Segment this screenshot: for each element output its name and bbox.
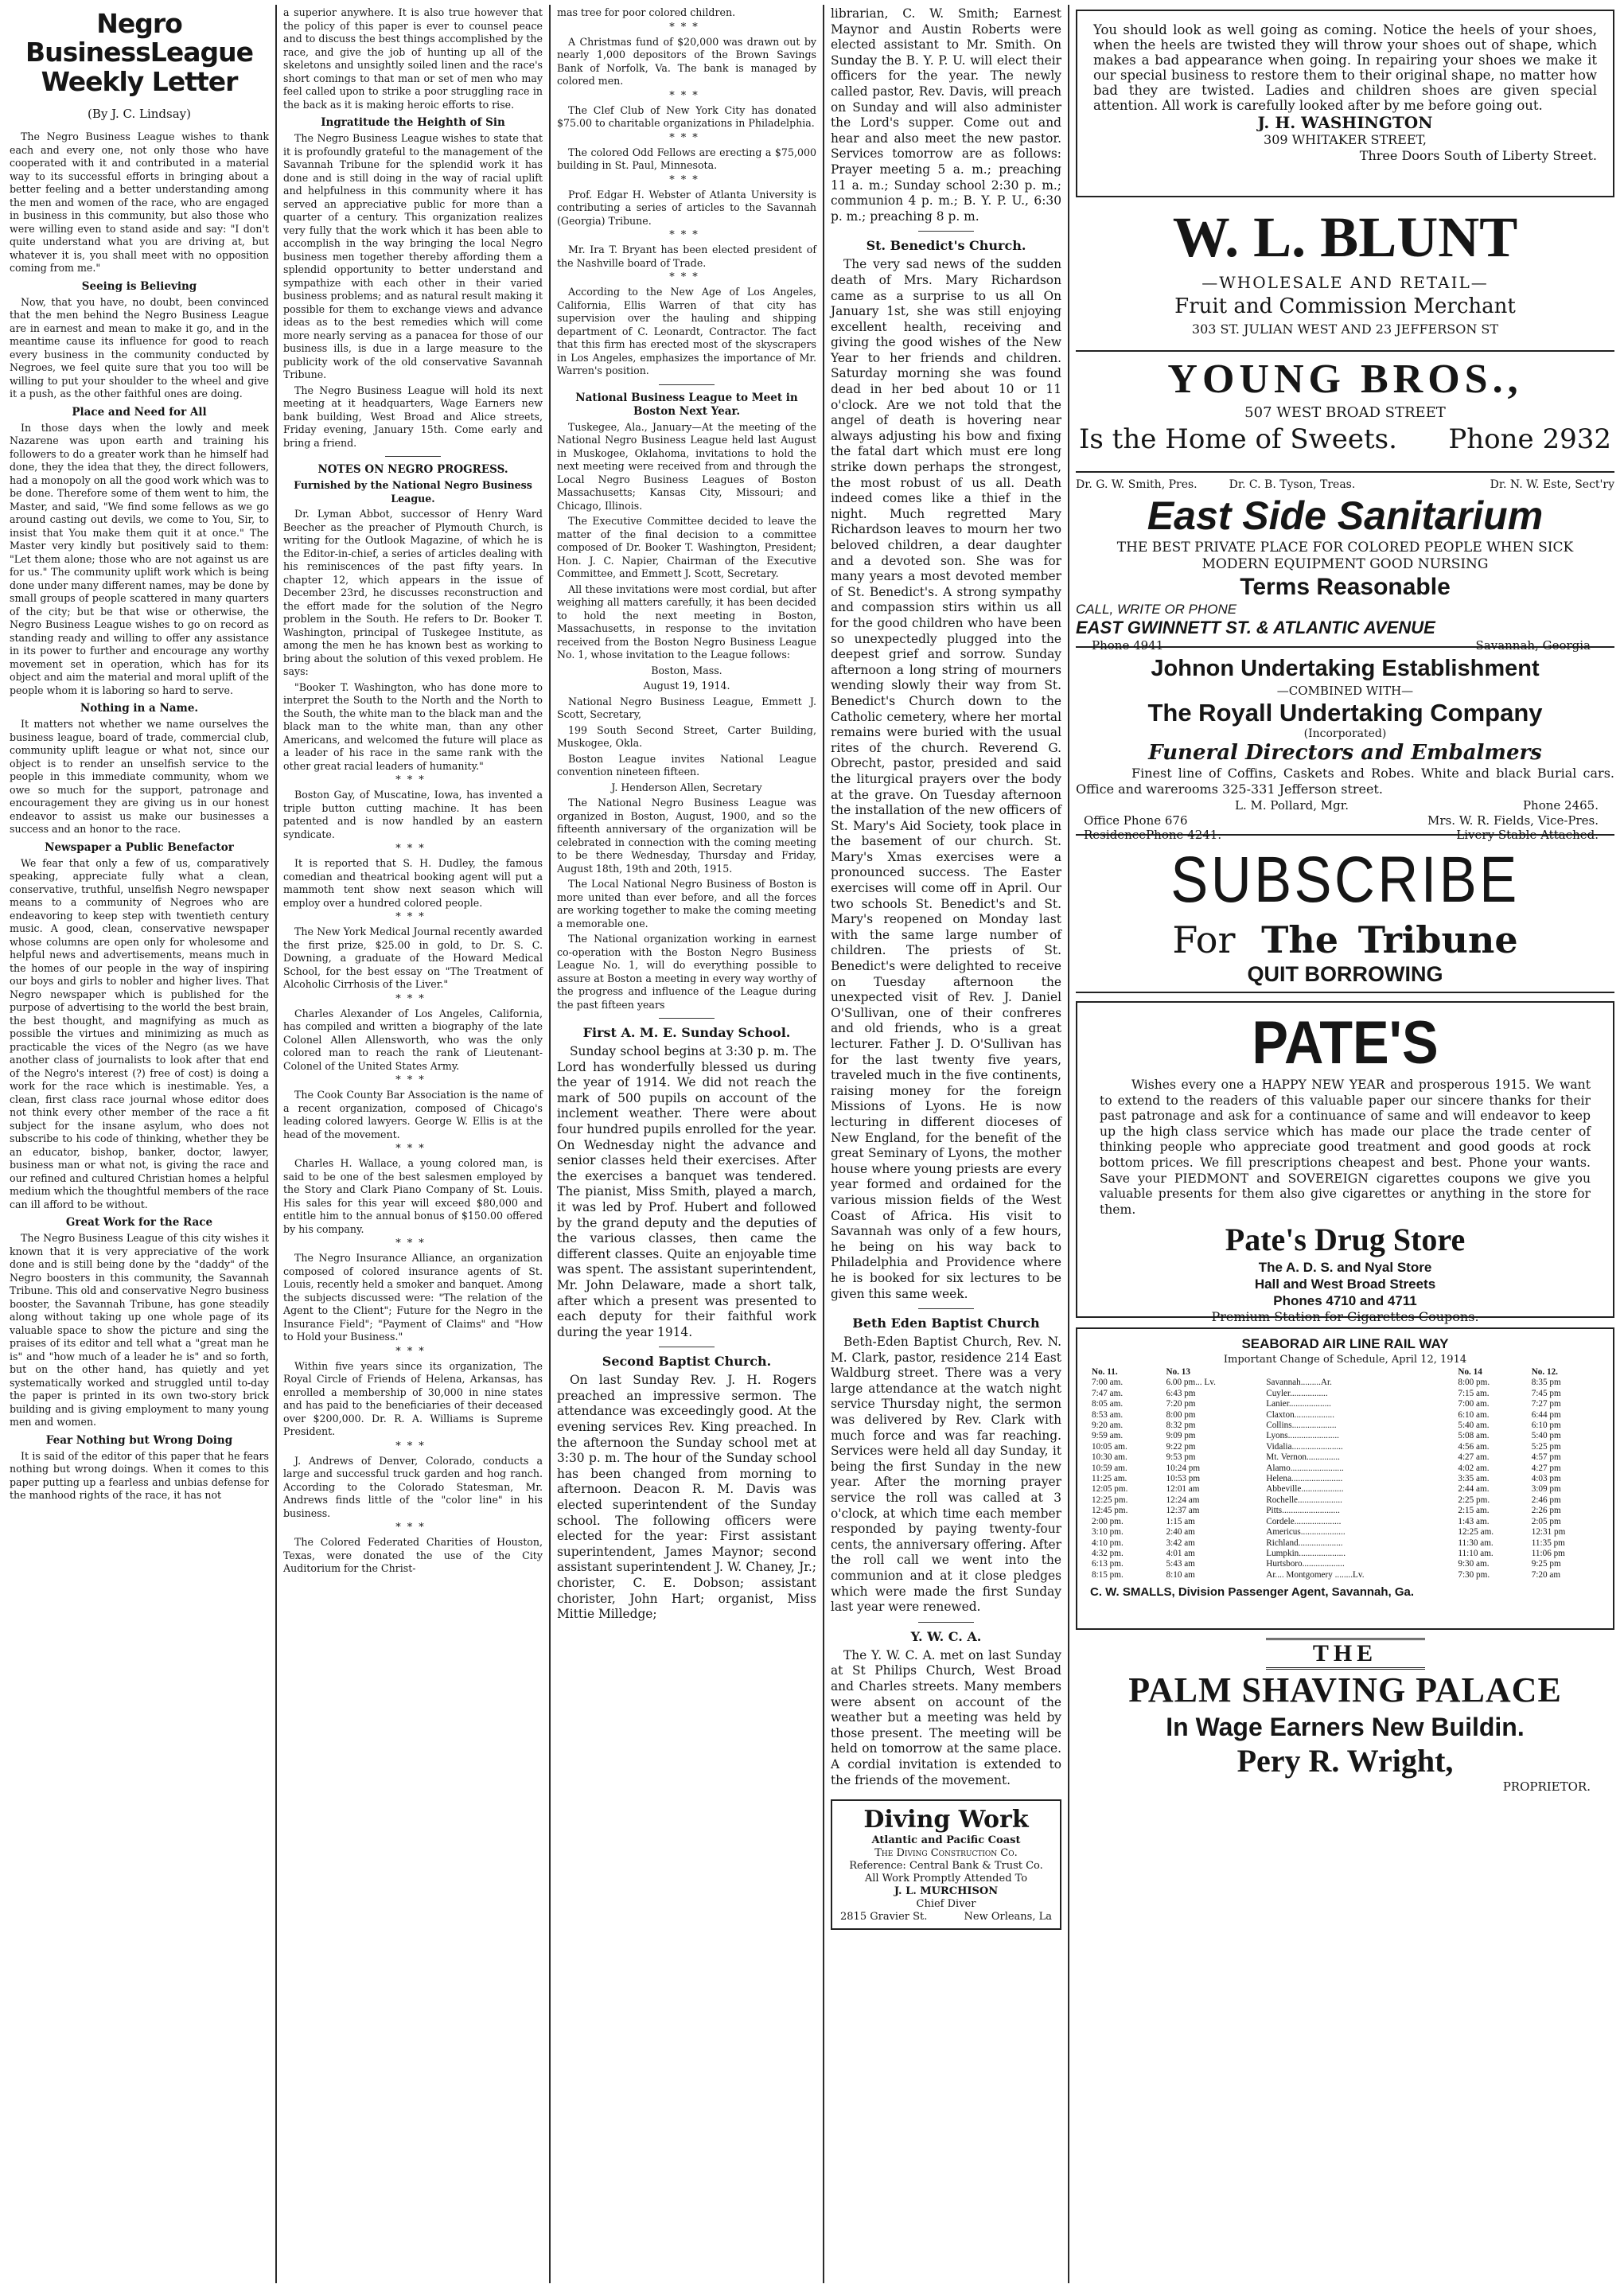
timetable-cell: Cuyler.................: [1266, 1388, 1328, 1398]
news-item: "Booker T. Washington, who has done more to interpret the South to the North and the North to the South, the white man to the black man and the black man to the white man, than any other Americans, and welcomed the future will place as a leader of his race in the same rank with the other great racial leaders of humanity.": [283, 680, 543, 772]
timetable-cell: 12:25 am.: [1458, 1527, 1494, 1538]
ad-line: Fruit and Commission Merchant: [1174, 294, 1516, 318]
ad-name: PALM SHAVING PALACE: [1128, 1670, 1562, 1709]
masthead-subtitle: Weekly Letter: [41, 66, 238, 97]
star-divider: ***: [669, 229, 704, 241]
section-heading: St. Benedict's Church.: [866, 238, 1026, 254]
news-item: Mr. Ira T. Bryant has been elected president of the Nashville board of Trade.: [557, 244, 816, 269]
washington-shoe-ad: [1076, 10, 1614, 197]
timetable-row: [1090, 1484, 1600, 1495]
timetable-cell: Pitts..........................: [1266, 1506, 1340, 1516]
letter-address: 199 South Second Street, Carter Building, Muskogee, Okla.: [557, 723, 816, 749]
byline: (By J. C. Lindsay): [88, 107, 191, 121]
star-divider: ***: [395, 1074, 430, 1086]
timetable-cell: 11:06 pm: [1531, 1548, 1565, 1558]
timetable-cell: 8:15 pm.: [1092, 1569, 1124, 1580]
ad-line: CALL, WRITE OR PHONE: [1076, 602, 1237, 617]
timetable-cell: 2:46 pm: [1531, 1495, 1561, 1505]
ad-line: In Wage Earners New Buildin.: [1166, 1713, 1525, 1741]
ad-address: EAST GWINNETT ST. & ATLANTIC AVENUE: [1076, 618, 1435, 637]
ad-slogan: Is the Home of Sweets.: [1079, 423, 1397, 455]
schedule-title: SEABORAD AIR LINE RAIL WAY: [1241, 1336, 1449, 1351]
timetable-cell: 6:10 am.: [1458, 1409, 1490, 1420]
star-divider: ***: [395, 992, 430, 1005]
star-divider: ***: [395, 911, 430, 923]
news-item: A Christmas fund of $20,000 was drawn out by nearly 1,000 depositors of the Brown Savings Bank of Norfolk, Va. The bank is managed by colored men.: [557, 35, 816, 87]
timetable-header: [1264, 1367, 1456, 1378]
letter-address: National Negro Business League, Emmett J. Scott, Secretary,: [557, 695, 816, 720]
timetable-cell: 7:47 am.: [1092, 1388, 1124, 1398]
timetable-row: [1090, 1474, 1600, 1484]
subscribe-ad: [1076, 840, 1614, 993]
ad-address: 309 WHITAKER STREET,: [1264, 132, 1427, 147]
diving-work-ad: [831, 1799, 1061, 1930]
column-rule: [275, 5, 277, 2283]
ad-line: —COMBINED WITH—: [1276, 684, 1414, 698]
column-league-boston: [552, 6, 821, 2282]
news-item: Charles H. Wallace, a young colored man, is said to be one of the best salesmen employed by the Story and Clark Piano Company of St. Louis. His sales for this year will exceed $80,000 and entitle him to the annual bonus of $150.00 offered by his company.: [283, 1157, 543, 1235]
ad-name: The Royall Undertaking Company: [1147, 699, 1543, 727]
timetable-cell: 7:27 pm: [1531, 1399, 1561, 1409]
star-divider: ***: [395, 774, 430, 786]
column-rule: [823, 5, 824, 2283]
timetable-row: [1090, 1389, 1600, 1399]
timetable-cell: 2:25 pm.: [1458, 1495, 1490, 1505]
column-negro-progress: [278, 6, 547, 2282]
ad-address: 2815 Gravier St.: [840, 1911, 928, 1924]
column-rule: [1068, 5, 1069, 2283]
timetable-cell: 5:25 pm: [1531, 1441, 1561, 1452]
timetable-cell: 7:00 am.: [1092, 1378, 1124, 1388]
young-bros-ad: [1076, 355, 1614, 473]
timetable-cell: Mt. Vernon...............: [1266, 1452, 1340, 1463]
timetable-row: [1090, 1559, 1600, 1569]
timetable-cell: 10:30 am.: [1092, 1452, 1127, 1463]
section-heading: National Business League to Meet in Boston Next Year.: [575, 391, 798, 418]
ad-name: Johnon Undertaking Establishment: [1151, 656, 1540, 681]
pates-drug-store-ad: [1076, 1001, 1614, 1325]
ad-title: Diving Work: [863, 1806, 1029, 1834]
article-paragraph: The National organization working in earnest co-operation with the Boston Negro Business League No. 1, will do everything possible to assure at Boston a meeting in every way worthy of the progress and influence of the League during the past fifteen years: [557, 933, 816, 1011]
separator: [659, 1018, 715, 1019]
ad-owner: Pery R. Wright,: [1236, 1743, 1454, 1779]
column-business-league: [5, 6, 274, 2282]
ad-line: The: [1261, 918, 1339, 961]
article-paragraph: The Local National Negro Business of Boston is more united than ever before, and all the forces are working together to make the coming meeting a memorable one.: [557, 878, 816, 930]
letter-place: Boston, Mass.: [651, 664, 722, 676]
schedule-footer: C. W. SMALLS, Division Passenger Agent, Savannah, Ga.: [1090, 1585, 1415, 1600]
news-item: Within five years since its organization, The Royal Circle of Friends of Helena, Arkansas, has enrolled a membership of 30,000 in nine states and has paid to the beneficiaries of their deceased over $200,000. Dr. R. A. Williams is Supreme President.: [283, 1359, 543, 1437]
timetable-cell: 2:26 pm: [1531, 1506, 1561, 1516]
timetable-cell: 6:43 pm: [1166, 1388, 1196, 1398]
ad-officer: Dr. C. B. Tyson, Treas.: [1229, 478, 1356, 491]
ad-name: J. H. WASHINGTON: [1257, 113, 1433, 132]
news-item: The Clef Club of New York City has donated $75.00 to charitable organizations in Philadelphia.: [557, 103, 816, 129]
timetable-cell: 12:31 pm: [1531, 1527, 1566, 1538]
ad-name: J. L. MURCHISON: [894, 1885, 999, 1898]
ad-line: Finest line of Coffins, Caskets and Robes. White and black Burial cars. Office and warerooms 325-331 Jefferson street.: [1076, 766, 1614, 797]
article-paragraph: In those days when the lowly and meek Nazarene was upon earth and training his followers to do a greater work than he himself had done, they the idea that they, the direct followers, had a monopoly on all the good work which was to be done. Therefore some of them went to him, the Master, and said, "We find some fellows as we go around casting out devils, we come to You, Sir, to insist that You make them quit it at once." The Master very kindly but positively said to them: "Let them alone; those who are not against us are for us." The community uplift work which is being done under many different names, may be done by small groups of people scattered in many quarters of the city; but be that wise or otherwise, the Negro Business League wishes to go on record as standing ready and willing to offer any assistance in its power to further and encourage any worthy movement set in operation, which has for its object and aim the material and moral uplift of the people whom it is laboring so hard to serve.: [10, 421, 269, 696]
timetable-cell: 7:45 pm: [1531, 1388, 1561, 1398]
timetable-cell: 7:00 am.: [1458, 1399, 1490, 1409]
ad-name: YOUNG BROS.,: [1167, 357, 1523, 402]
article-paragraph: On last Sunday Rev. J. H. Rogers preached an impressive sermon. The attendance was exceedingly good. At the evening services Rev. King preached. In the afternoon the Sunday school met at 3:30 p. m. The hour of the Sunday school has been changed from morning to afternoon. Deacon R. M. Davis was elected superintendent of the Sunday school. The following officers were elected for the year: First assistant superintendent, James Maynor; second assistant superintendent J. W. Chaney, Jr.; chorister, C. E. Dobson; assistant chorister, John Hart; organist, Miss Mittie Milledge;: [557, 1373, 816, 1622]
news-item: J. Andrews of Denver, Colorado, conducts a large and successful truck garden and hog ranch. According to the Colorado Statesman, Mr. Andrews finds little of the "color line" in his business.: [283, 1454, 543, 1519]
section-heading: Y. W. C. A.: [910, 1628, 982, 1644]
letter-date: August 19, 1914.: [643, 680, 730, 692]
timetable-cell: 6.00 pm... Lv.: [1166, 1378, 1216, 1388]
timetable-cell: 2:44 am.: [1458, 1484, 1490, 1495]
undertaking-ad: [1076, 648, 1614, 842]
timetable-cell: 11:25 am.: [1092, 1474, 1127, 1484]
timetable-cell: Lumpkin.....................: [1266, 1548, 1346, 1558]
timetable-cell: 12:24 am: [1166, 1495, 1200, 1505]
ad-line: —WHOLESALE AND RETAIL—: [1201, 273, 1489, 292]
timetable-cell: 8:53 am.: [1092, 1409, 1124, 1420]
section-heading: NOTES ON NEGRO PROGRESS.: [317, 463, 508, 476]
news-item: The colored Odd Fellows are erecting a $75,000 building in St. Paul, Minnesota.: [557, 146, 816, 171]
article-paragraph: The Negro Business League wishes to thank each and every one, not only those who have cooperated with it and contributed in a material way to its successful efforts in bringing about a better feeling and a better understanding among the men and women of the race, who are engaged in business in this community, but also those who were willing even to stand aside and say: "I don't quite understand what you are driving at, but whatever it is, you shall meet with no opposition coming from me.": [10, 131, 269, 274]
ad-headline: SUBSCRIBE: [1170, 844, 1520, 916]
timetable-cell: 6:44 pm: [1531, 1409, 1561, 1420]
section-heading: Ingratitude the Heighth of Sin: [321, 116, 505, 129]
ad-officer: Dr. N. W. Este, Sect'ry: [1490, 478, 1614, 491]
ad-line: The A. D. S. and Nyal Store: [1258, 1260, 1432, 1276]
ad-line: PROPRIETOR.: [1502, 1779, 1591, 1794]
star-divider: ***: [395, 1238, 430, 1249]
article-paragraph: librarian, C. W. Smith; Earnest Maynor and Austin Roberts were elected assistant to Mr. Smith. On Sunday the B. Y. P. U. will elect their officers for the year. The newly called pastor, Rev. Davis, will preach on Sunday and will also administer the Lord's supper. Come out and hear and also meet the new pastor. Services tomorrow are as follows: Prayer meeting 5 a. m.; preaching 11 a. m.; Sunday school 2:30 p. m.; communion 4 p. m.; B. Y. P. U., 6:30 p. m.; preaching 8 p. m.: [831, 6, 1061, 224]
timetable-cell: 4:27 pm: [1531, 1463, 1561, 1473]
section-heading: Beth Eden Baptist Church: [852, 1316, 1040, 1331]
timetable-cell: 8:32 pm: [1166, 1421, 1196, 1431]
timetable-cell: Helena.......................: [1266, 1474, 1343, 1484]
ad-line: (Incorporated): [1303, 727, 1387, 740]
ad-line: THE: [1266, 1638, 1425, 1670]
ad-phone: Office Phone 676: [1084, 813, 1188, 828]
timetable-cell: Ar.... Montgomery ........Lv.: [1266, 1569, 1365, 1580]
timetable-header: No. 14: [1458, 1367, 1482, 1377]
ad-address: Hall and West Broad Streets: [1254, 1277, 1436, 1292]
ad-name: East Side Sanitarium: [1147, 493, 1544, 538]
timetable-cell: 4:10 pm.: [1092, 1538, 1124, 1548]
ad-name: PATE'S: [1252, 1009, 1439, 1077]
blunt-ad: [1076, 202, 1614, 352]
news-item: It is reported that S. H. Dudley, the famous comedian and theatrical booking agent will put a mammoth tent show next season which will employ over a hundred colored people.: [283, 857, 543, 909]
timetable-cell: 9:25 pm: [1531, 1559, 1561, 1569]
ad-manager: L. M. Pollard, Mgr.: [1235, 798, 1349, 813]
article-paragraph: We fear that only a few of us, comparatively speaking, appreciate fully what a clean, conservative, truthful, unselfish Negro newspaper means to a community of Negroes who are endeavoring to keep step with twentieth century music. A good, clean, conservative newspaper whose columns are open only for wholesome and helpful news and advertisements, means much in the homes of our people in the way of inspiring our boys and girls to nobler and higher lives. That Negro newspaper which is published for the purpose of advertising to the world the best brain, the best thought, and magnifying as much as possible the virtues and minimizing as much as practicable the vices of the Negro (as we have another class of journalists to look after that end of the Negro's interest (?) free of cost) is doing a work for the race which is inestimable. Yes, a clean, first class race journal whose editor does not think every other member of the race a fit subject for the insane asylum, who does not subscribe to his code of thinking, whether they be an educator, bishop, banker, doctor, lawyer, business man or what not, is giving the race and our refined and cultured Christian homes a helpful medium which the thoughtful members of the race can ill afford to be without.: [10, 856, 269, 1210]
star-divider: ***: [669, 21, 704, 33]
article-paragraph: It matters not whether we name ourselves the business league, board of trade, commercial club, community uplift league or what not, since our object is to render an unselfish service to the people in this immediate community, whom we owe so much for the support, patronage and encouragement they are giving us in our honest endeavor to assist us make our businesses a success and an honor to the race.: [10, 718, 269, 835]
timetable-cell: 2:15 am.: [1458, 1506, 1490, 1516]
timetable-cell: 2:40 am: [1166, 1527, 1195, 1538]
ad-line: THE BEST PRIVATE PLACE FOR COLORED PEOPLE WHEN SICK: [1116, 540, 1574, 555]
article-paragraph: The National Negro Business League was organized in Boston, August, 1900, and so the fifteenth anniversary of the organization will be celebrated in connection with the coming meeting to be there Wednesday, Thursday and Friday, August 18th, 19th and 20th, 1915.: [557, 797, 816, 875]
timetable-cell: 5:40 am.: [1458, 1421, 1490, 1431]
timetable-cell: 3:35 am.: [1458, 1474, 1490, 1484]
news-item: Boston Gay, of Muscatine, Iowa, has invented a triple button cutting machine. It has been patented and is now handled by an eastern syndicate.: [283, 789, 543, 840]
column-church-news: [826, 6, 1066, 2282]
timetable-cell: Rochelle....................: [1266, 1495, 1342, 1505]
timetable-row: [1090, 1506, 1600, 1516]
timetable-cell: 12:25 pm.: [1092, 1495, 1128, 1505]
timetable-cell: 12:45 pm.: [1092, 1506, 1128, 1516]
article-paragraph: It is said of the editor of this paper that he fears nothing but wrong doings. When it comes to this paper putting up a fearless and unbias defense for the manhood rights of the race, it has not: [10, 1449, 269, 1501]
ad-officer: Mrs. W. R. Fields, Vice-Pres.: [1427, 813, 1599, 828]
timetable-row: [1090, 1517, 1600, 1527]
timetable-row: [1090, 1431, 1600, 1441]
timetable-row: [1090, 1464, 1600, 1474]
timetable-row: [1090, 1495, 1600, 1506]
timetable-cell: 6:13 pm.: [1092, 1559, 1124, 1569]
timetable-cell: 8:05 am.: [1092, 1399, 1124, 1409]
timetable-cell: 9:20 am.: [1092, 1421, 1124, 1431]
ad-line: Terms Reasonable: [1240, 574, 1451, 600]
timetable-cell: 1:15 am: [1166, 1516, 1195, 1526]
article-paragraph: Beth-Eden Baptist Church, Rev. N. M. Clark, pastor, residence 214 East Waldburg street. There was a very large attendance at the watch night service Thursday night, the sermon was delivered by Rev. Clark with much force and was far reaching. Services were held all day Sunday, it being the first Sunday in the new year. After the morning prayer service the roll was called at 3 o'clock, at which time each member responded by paying twenty-four cents, the anniversary offering. After the roll call we went into the communion and at it close pledges which were made the first Sunday last year were renewed.: [831, 1335, 1061, 1615]
timetable-header: No. 12.: [1531, 1367, 1558, 1377]
timetable-cell: Abbeville...................: [1266, 1484, 1344, 1495]
timetable-row: [1090, 1410, 1600, 1421]
article-paragraph: The Negro Business League of this city wishes it known that it is very appreciative of the work done and is still being done by the "daddy" of the Negro boosters in this community, the Savannah Tribune. This old and conservative Negro business booster, the Savannah Tribune, has gone steadily along without taking up one whole page of its valuable space to show the picture and sing the praises of its editor and tell what a "great man he is" and "how much of a leader he is" and so forth, but on the other hand, has quietly and yet systematically worked and struggled until to-day the paper is printed in its own two-story brick building and is giving employment to many young men and women.: [10, 1232, 269, 1428]
ad-phone: Phone 4941: [1092, 638, 1164, 653]
timetable-cell: 2:00 pm.: [1092, 1516, 1124, 1526]
timetable-row: [1090, 1549, 1600, 1559]
timetable-cell: 11:35 pm: [1531, 1538, 1565, 1548]
column-advertisements: [1071, 6, 1619, 2282]
timetable-cell: Lyons.......................: [1266, 1431, 1339, 1441]
section-heading: Second Baptist Church.: [602, 1354, 772, 1370]
timetable-cell: 2:05 pm: [1531, 1516, 1561, 1526]
timetable-cell: 3:10 pm.: [1092, 1527, 1124, 1538]
timetable-cell: Richland....................: [1266, 1538, 1343, 1548]
article-paragraph: All these invitations were most cordial, but after weighing all matters carefully, it has been decided to hold the next meeting in Boston, Massachusetts, in response to the invitation received from the Boston Negro Business League No. 1, whose invitation to the League follows:: [557, 583, 816, 661]
ad-phone: Phone 2932: [1448, 423, 1611, 455]
timetable-cell: 5:43 am: [1166, 1559, 1195, 1569]
timetable-cell: 10:05 am.: [1092, 1441, 1127, 1452]
railway-schedule-ad: [1076, 1327, 1614, 1630]
timetable-cell: 7:20 am: [1531, 1569, 1561, 1580]
article-paragraph: a superior anywhere. It is also true however that the policy of this paper is ever to counsel peace and to discuss the best things accomplished by the race, and give the job of hunting up all of the skeletons and unsightly soiled linen and the race's short comings to that man or set of men who may feel called upon to strike a poor struggling race in the back as it is making heroic efforts to rise.: [283, 6, 543, 111]
timetable-cell: 9:22 pm: [1166, 1441, 1196, 1452]
timetable-cell: 7:20 pm: [1166, 1399, 1196, 1409]
news-item: The Cook County Bar Association is the name of a recent organization, composed of Chicago's leading colored lawyers. George W. Ellis is at the head of the movement.: [283, 1089, 543, 1140]
section-heading: Nothing in a Name.: [80, 702, 199, 715]
timetable-cell: 8:35 pm: [1531, 1378, 1561, 1388]
timetable-cell: 10:24 pm: [1166, 1463, 1201, 1473]
timetable-cell: Hurtsboro...................: [1266, 1559, 1345, 1569]
timetable-cell: Cordele.....................: [1266, 1516, 1342, 1526]
timetable-cell: 7:30 pm.: [1458, 1569, 1490, 1580]
timetable-row: [1090, 1442, 1600, 1452]
ad-line: The Diving Construction Co.: [874, 1847, 1018, 1860]
timetable-cell: 8:00 pm.: [1458, 1378, 1490, 1388]
timetable-cell: 11:30 am.: [1458, 1538, 1494, 1548]
separator: [918, 231, 974, 232]
ad-address: 507 WEST BROAD STREET: [1244, 404, 1446, 421]
section-heading: Newspaper a Public Benefactor: [45, 840, 234, 854]
timetable-cell: 5:40 pm: [1531, 1431, 1561, 1441]
star-divider: ***: [669, 271, 704, 283]
timetable-row: [1090, 1452, 1600, 1463]
timetable-cell: 1:43 am.: [1458, 1516, 1490, 1526]
timetable-cell: 9:09 pm: [1166, 1431, 1196, 1441]
timetable-cell: 4:03 pm: [1531, 1474, 1561, 1484]
timetable-cell: 9:53 pm: [1166, 1452, 1196, 1463]
timetable-cell: Americus....................: [1266, 1527, 1346, 1538]
separator: [659, 384, 715, 385]
timetable-cell: 4:57 pm: [1531, 1452, 1561, 1463]
timetable-cell: 4:01 am: [1166, 1548, 1195, 1558]
ad-body: You should look as well going as coming. Notice the heels of your shoes, when the heels are twisted they will throw your shoes out of shape, which makes a bad appearance when going. In repairing your shoes we make it our special business to restore them to their original shape, no matter how bad they are twisted. Ladies and children shoes are given special attention. All work is carefully looked after by me before going out.: [1093, 22, 1597, 113]
railway-timetable: [1090, 1367, 1600, 1581]
masthead-title: Negro BusinessLeague: [25, 8, 253, 68]
sanitarium-ad: [1076, 473, 1614, 653]
ad-address: 303 ST. JULIAN WEST AND 23 JEFFERSON ST: [1191, 322, 1499, 337]
timetable-cell: 4:56 am.: [1458, 1441, 1490, 1452]
timetable-row: [1090, 1527, 1600, 1538]
timetable-cell: Lanier...................: [1266, 1399, 1331, 1409]
news-item: According to the New Age of Los Angeles, California, Ellis Warren of that city has supervision over the hauling and shipping department of C. Leonardt, Contractor. The fact that this firm has erected most of the skyscrapers in Los Angeles, emphasizes the importance of Mr. Warren's position.: [557, 286, 816, 376]
timetable-row: [1090, 1421, 1600, 1431]
timetable-cell: 6:10 pm: [1531, 1421, 1561, 1431]
separator: [918, 1622, 974, 1623]
news-item: The New York Medical Journal recently awarded the first prize, $25.00 in gold, to Dr. S. C. Downing, a graduate of the Howard Medical School, for the best essay on "The Treatment of Alcoholic Cirrhosis of the Liver.": [283, 926, 543, 990]
timetable-cell: 3:42 am: [1166, 1538, 1195, 1548]
ad-line: Reference: Central Bank & Trust Co.: [849, 1860, 1043, 1873]
timetable-cell: Collins....................: [1266, 1421, 1337, 1431]
ad-line: Tribune: [1357, 918, 1518, 961]
article-paragraph: The Negro Business League wishes to state that it is profoundly grateful to the management of the Savannah Tribune for the splendid work it has done and is still doing in the way of racial uplift and helpfulness in this community where it has served an appreciative public for more than a quarter of a century. This organization realizes very fully that the work which it has been able to accomplish in the way bringing the local Negro business men together thereby affording them a splendid opportunity to better understand and sympathize with each other in their varied business problems; and as natural result making it possible for them to exchange views and advance ideas as to the best remedies which will come more nearly serving as a panacea for those of our business ills, is due in a large measure to the publicity work of the old conservative Savannah Tribune.: [283, 132, 543, 380]
ad-line: MODERN EQUIPMENT GOOD NURSING: [1201, 556, 1489, 572]
star-divider: ***: [669, 173, 704, 186]
section-heading: Fear Nothing but Wrong Doing: [45, 1433, 233, 1447]
timetable-cell: 4:27 am.: [1458, 1452, 1490, 1463]
news-item: The Colored Federated Charities of Houston, Texas, were donated the use of the City Auditorium for the Christ-: [283, 1536, 543, 1574]
timetable-cell: 8:00 pm: [1166, 1409, 1196, 1420]
timetable-row: [1090, 1399, 1600, 1409]
timetable-header: No. 11.: [1092, 1367, 1118, 1377]
section-heading: Great Work for the Race: [65, 1216, 213, 1229]
news-item: The Negro Insurance Alliance, an organization composed of colored insurance agents of St. Louis, recently held a smoker and banquet. Among the subjects discussed were: "The relation of the Agent to the Client"; Future for the Negro in the Insurance Field"; "Payment of Claims" and "How to Hold your Business.": [283, 1252, 543, 1343]
ad-line: For: [1172, 918, 1236, 961]
ad-line: Funeral Directors and Embalmers: [1148, 741, 1542, 765]
section-subheading: Furnished by the National Negro Business League.: [294, 479, 532, 505]
ad-line: QUIT BORROWING: [1247, 962, 1443, 986]
article-paragraph: Now, that you have, no doubt, been convinced that the men behind the Negro Business League are in earnest and mean to make it go, and in the meantime cause its influence for good to reach every business in the community conducted by Negroes, we feel quite sure that you too will be willing to put your shoulder to the wheel and give it a push, as the other faithful ones are doing.: [10, 295, 269, 400]
ad-body: Wishes every one a HAPPY NEW YEAR and prosperous 1915. We want to extend to the readers of this valuable paper our sincere thanks for their past patronage and ask for a continuance of same and will endeavor to keep up the high class service which has made our place the trade center of thinking people who appreciate good treatment and good goods at rock bottom prices. We fill prescriptions cheapest and best. Phone your wants. Save your PIEDMONT and SOVEREIGN cigarettes coupons we give you valuable presents for them also give cigarettes or anything in the store for them.: [1100, 1078, 1591, 1217]
separator: [918, 1308, 974, 1309]
timetable-cell: Savannah.........Ar.: [1266, 1378, 1332, 1388]
star-divider: ***: [395, 1440, 430, 1452]
star-divider: ***: [669, 89, 704, 102]
section-heading: Place and Need for All: [72, 405, 207, 419]
news-item: Dr. Lyman Abbot, successor of Henry Ward Beecher as the preacher of Plymouth Church, is writing for the Outlook Magazine, of which he is the Editor-in-chief, a series of articles dealing with his reminiscences of the past fifty years. In chapter 12, which appears in the issue of December 23rd, he discusses reconstruction and the effort made for the solution of the Negro problem in the South. He refers to Dr. Booker T. Washington, principal of Tuskegee Institute, as among the men he has known best as working to bring about the solution of this vexed problem. He says:: [283, 508, 543, 677]
timetable-cell: 3:09 pm: [1531, 1484, 1561, 1495]
ad-officer: Dr. G. W. Smith, Pres.: [1076, 478, 1198, 491]
timetable-cell: 9:30 am.: [1458, 1559, 1490, 1569]
timetable-cell: 9:59 am.: [1092, 1431, 1124, 1441]
star-divider: ***: [669, 131, 704, 144]
ad-store-name: Pate's Drug Store: [1225, 1222, 1466, 1258]
timetable-cell: Alamo........................: [1266, 1463, 1344, 1473]
timetable-cell: 10:53 pm: [1166, 1474, 1201, 1484]
ad-city: New Orleans, La: [964, 1911, 1052, 1924]
ad-line: Atlantic and Pacific Coast: [871, 1834, 1021, 1847]
timetable-cell: 4:02 am.: [1458, 1463, 1490, 1473]
article-paragraph: Sunday school begins at 3:30 p. m. The Lord has wonderfully blessed us during the year of 1914. We did not reach the mark of 500 pupils on account of the inclement weather. There were about four hundred pupils enrolled for the year. On Wednesday night the advance and senior classes held their exercises. After the exercises a banquet was tendered. The pianist, Miss Smith, played a march, it was led by Prof. Hubert and followed by the grand deputy and the deputies of the various classes, then came the different classes. Quite an enjoyable time was spent. The assistant superintendent, Mr. John Delaware, made a short talk, after which a present was presented to each deputy for their faithful work during the year 1914.: [557, 1044, 816, 1339]
star-divider: ***: [395, 1143, 430, 1155]
palm-shaving-palace-ad: [1076, 1638, 1614, 1794]
ad-line: Premium Station for Cigarettes Coupons.: [1211, 1309, 1479, 1325]
schedule-subtitle: Important Change of Schedule, April 12, 1914: [1223, 1354, 1467, 1366]
timetable-row: [1090, 1538, 1600, 1549]
star-divider: ***: [395, 1345, 430, 1358]
timetable-row: [1090, 1378, 1600, 1388]
ad-phone: ResidencePhone 4241.: [1084, 828, 1222, 842]
timetable-cell: 11:10 am.: [1458, 1548, 1494, 1558]
article-paragraph: The Y. W. C. A. met on last Sunday at St Philips Church, West Broad and Charles streets. Many members were absent on account of the weather but a meeting was held by those present. The meeting will be held on tomorrow at the same place. A cordial invitation is extended to the friends of the movement.: [831, 1647, 1061, 1787]
ad-phone: Phones 4710 and 4711: [1273, 1293, 1417, 1309]
timetable-cell: 10:59 am.: [1092, 1463, 1127, 1473]
ad-location: Three Doors South of Liberty Street.: [1359, 148, 1597, 163]
ad-city: Savannah, Georgia: [1475, 638, 1591, 653]
article-paragraph: The Negro Business League will hold its next meeting at it headquarters, Wage Earners new bank building, West Broad and Alice streets, Friday evening, January 15th. Come early and bring a friend.: [283, 384, 543, 449]
ad-line: Chief Diver: [916, 1898, 976, 1911]
timetable-cell: Vidalia.......................: [1266, 1441, 1343, 1452]
timetable-row: [1090, 1570, 1600, 1581]
timetable-cell: 12:01 am: [1166, 1484, 1200, 1495]
timetable-header: No. 13: [1166, 1367, 1190, 1377]
timetable-cell: 5:08 am.: [1458, 1431, 1490, 1441]
timetable-cell: 8:10 am: [1166, 1569, 1195, 1580]
separator: [385, 456, 441, 457]
news-item: Charles Alexander of Los Angeles, California, has compiled and written a biography of the late Colonel Allen Allensworth, who was the only colored man to reach the rank of Lieutenant-Colonel of the United States Army.: [283, 1007, 543, 1072]
ad-line: Livery Stable Attached.: [1456, 828, 1599, 842]
news-item: mas tree for poor colored children.: [557, 6, 736, 18]
ad-name: W. L. BLUNT: [1172, 205, 1518, 269]
timetable-cell: Claxton..................: [1266, 1409, 1335, 1420]
article-paragraph: The very sad news of the sudden death of Mrs. Mary Richardson came as a surprise to us all On January 1st, she was still enjoying excellent health, receiving and giving the good wishes of the New Year to her friends and children. Saturday morning she was found dead in her bed about 10 or 11 o'clock. Are we not told that the angel of death is hovering near always adjusting his bow and fixing the fatal dart which must ere long strike down perhaps the strongest, the most robust of us all. Death indeed comes like a thief in the night. Much regretted Mary Richardson leaves to mourn her two beloved children, a dear daughter and a devoted son. She was for many years a most devoted member of St. Benedict's. A strong sympathy and compassion stirs within us all for the good children who have been so unexpectedly plugged into the deepest grief and sorrow. Sunday afternoon a long string of mourners wending slowly their way from St. Benedict's Church down to the Catholic cemetery, where her mortal remains were buried with the usual rites of the church. Reverend G. Obrecht, pastor, presided and said the liturgical prayers over the body at the grave. On Tuesday afternoon the installation of the new officers of St. Mary's Aid Society, took place in the basement of our church. St. Mary's Xmas exercises were a pronounced success. The Easter exercises will come off in April. Our two schools St. Benedict's and St. Mary's reopened on Monday last with the same large number of children. The priests of St. Benedict's were delighted to receive on Tuesday afternoon the unexpected visit of Rev. J. Daniel O'Sullivan, one of their confreres and old friends, who is a great lecturer. Father J. D. O'Sullivan has for the last twenty five years, traveled much in the five continents, raising money for the foreign Missions of Lyons. He is now lecturing in different dioceses of New England, for the benefit of the great Seminary of Lyons, the mother house where young priests are every year formed and ordained for the various mission fields of the West Coast of Africa. His visit to Savannah was only of a few hours, he being on his way back to Philadelphia and Providence where he is booked for six lectures to be given this same week.: [831, 257, 1061, 1301]
star-divider: ***: [395, 1522, 430, 1534]
ad-line: All Work Promptly Attended To: [864, 1873, 1028, 1885]
news-item: Prof. Edgar H. Webster of Atlanta University is contributing a series of articles to the Savannah (Georgia) Tribune.: [557, 188, 816, 227]
timetable-cell: 12:05 pm.: [1092, 1484, 1128, 1495]
timetable-cell: 7:15 am.: [1458, 1388, 1490, 1398]
ad-phone: Phone 2465.: [1522, 798, 1599, 813]
column-rule: [549, 5, 551, 2283]
article-paragraph: Tuskegee, Ala., January—At the meeting of the National Negro Business League held last August in Muskogee, Oklahoma, invitations to hold the next meeting were received from and through the Local Negro Business Leagues of Boston Massachusetts; Kansas City, Missouri; and Chicago, Illinois.: [557, 420, 816, 512]
timetable-cell: 4:32 pm.: [1092, 1548, 1124, 1558]
section-heading: First A. M. E. Sunday School.: [582, 1025, 791, 1040]
letter-signature: J. Henderson Allen, Secretary: [611, 781, 762, 793]
star-divider: ***: [395, 843, 430, 855]
letter-body: Boston League invites National League convention nineteen fifteen.: [557, 752, 816, 778]
article-paragraph: The Executive Committee decided to leave the matter of the final decision to a committee composed of Dr. Booker T. Washington, President; Hon. J. C. Napier, Chairman of the Executive Committee, and Emmett J. Scott, Secretary.: [557, 515, 816, 579]
section-heading: Seeing is Believing: [81, 279, 197, 293]
timetable-cell: 12:37 am: [1166, 1506, 1200, 1516]
